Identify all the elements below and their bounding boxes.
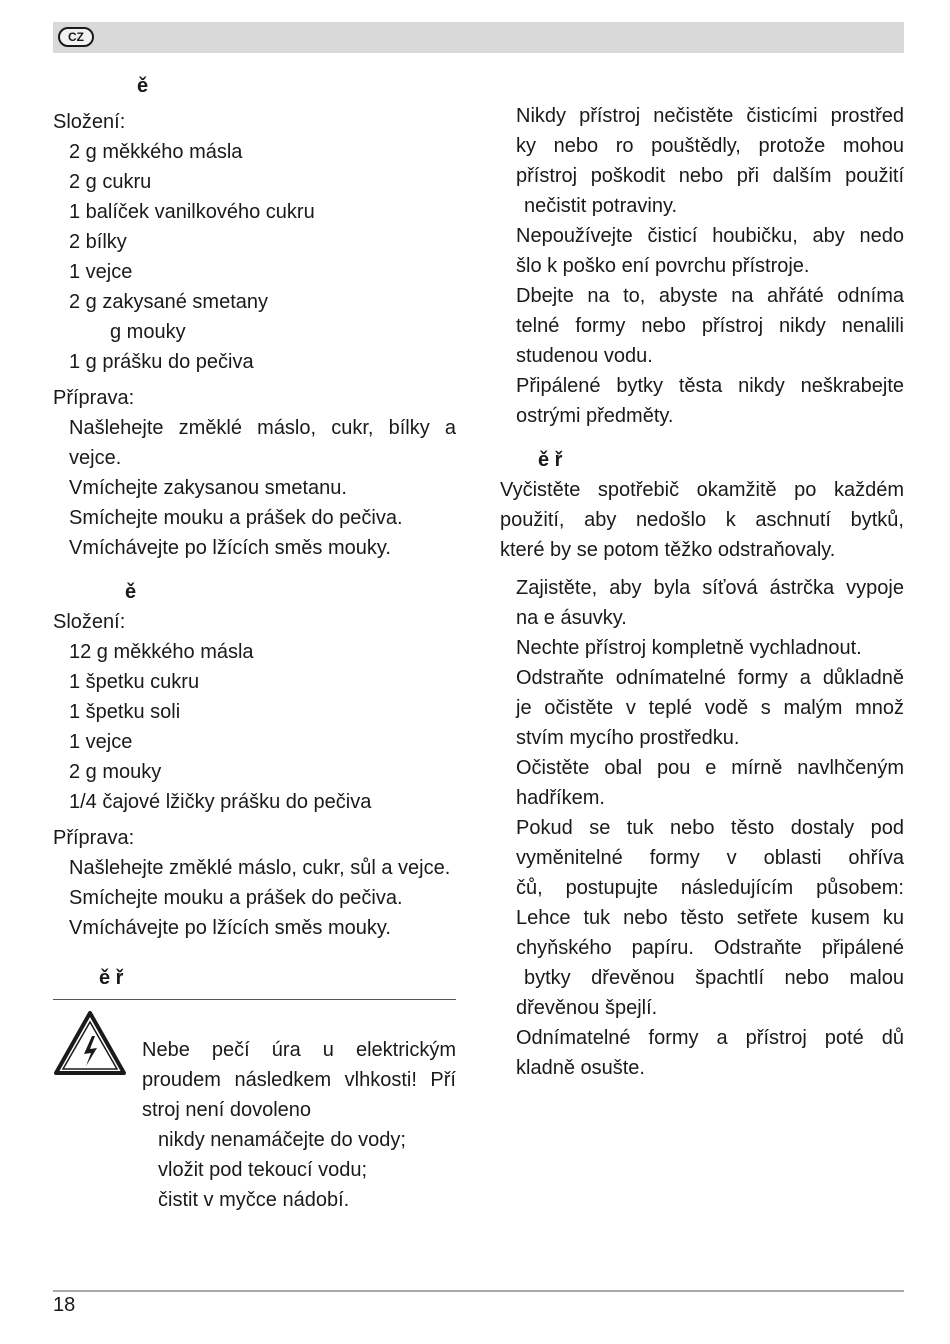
ingredient-item: g mouky bbox=[110, 321, 186, 343]
prep-step: Smíchejte mouku a prášek do pečiva. bbox=[69, 887, 403, 909]
paragraph-line: šlo k poško ení povrchu přístroje. bbox=[516, 255, 810, 277]
recipe2-prep-label: Příprava: bbox=[53, 827, 135, 849]
step-line: Nechte přístroj kompletně vychladnout. bbox=[516, 637, 862, 659]
step-line: chyňského papíru. Odstraňte připálené bbox=[516, 937, 904, 959]
ingredient-item: 1 vejce bbox=[69, 261, 133, 283]
paragraph-line: Dbejte na to, abyste na ahřáté odníma bbox=[516, 285, 904, 307]
caution-paragraph bbox=[500, 281, 904, 371]
prep-step: Našlehejte změklé máslo, cukr, bílky a bbox=[69, 417, 456, 439]
step-line: Odstraňte odnímatelné formy a důkladně bbox=[516, 667, 904, 689]
recipe1-title: ě bbox=[137, 75, 149, 97]
page-number: 18 bbox=[53, 1294, 76, 1316]
electric-shock-warning-icon bbox=[53, 1010, 127, 1076]
ingredient-item: 1 g prášku do pečiva bbox=[69, 351, 254, 373]
paragraph-line: ostrými předměty. bbox=[516, 405, 674, 427]
paragraph-line: přístroj poškodit nebo při dalším použití bbox=[516, 165, 904, 187]
paragraph-line: Připálené bytky těsta nikdy neškrabejte bbox=[516, 375, 904, 397]
warning-line: stroj není dovoleno bbox=[142, 1099, 312, 1121]
caution-paragraph bbox=[500, 221, 904, 281]
ingredient-item: 2 g měkkého másla bbox=[69, 141, 243, 163]
ingredient-item: 2 g zakysané smetany bbox=[69, 291, 268, 313]
right-column bbox=[500, 101, 904, 1083]
step-line: vyměnitelné formy v oblasti ohříva bbox=[516, 847, 904, 869]
warning-item: čistit v myčce nádobí. bbox=[158, 1189, 350, 1211]
ingredient-item: 1 balíček vanilkového cukru bbox=[69, 201, 315, 223]
paragraph-line: Nikdy přístroj nečistěte čisticími prostřed bbox=[516, 105, 904, 127]
ingredient-item: 2 g cukru bbox=[69, 171, 152, 193]
warning-block bbox=[53, 1010, 456, 1220]
left-column bbox=[53, 71, 456, 1220]
ingredient-item: 2 g mouky bbox=[69, 761, 162, 783]
warning-line: proudem následkem vlhkosti! Pří bbox=[142, 1069, 456, 1091]
ingredient-item: 1/4 čajové lžičky prášku do pečiva bbox=[69, 791, 372, 813]
prep-step: Vmíchávejte po lžících směs mouky. bbox=[69, 537, 391, 559]
prep-step: Vmíchávejte po lžících směs mouky. bbox=[69, 917, 391, 939]
step-line: stvím mycího prostředku. bbox=[516, 727, 740, 749]
prep-step: Našlehejte změklé máslo, cukr, sůl a vejce. bbox=[69, 857, 451, 879]
paragraph-line: studenou vodu. bbox=[516, 345, 653, 367]
prep-step: Smíchejte mouku a prášek do pečiva. bbox=[69, 507, 403, 529]
ingredient-item: 12 g měkkého másla bbox=[69, 641, 254, 663]
step-line: hadříkem. bbox=[516, 787, 605, 809]
recipe1-ingredients-label: Složení: bbox=[53, 111, 126, 133]
language-badge: CZ bbox=[58, 27, 94, 47]
step-line: Očistěte obal pou e mírně navlhčeným bbox=[516, 757, 904, 779]
warning-item: nikdy nenamáčejte do vody; bbox=[158, 1129, 406, 1151]
caution-paragraph bbox=[500, 371, 904, 431]
header-bar bbox=[53, 22, 904, 53]
paragraph-line: nečistit potraviny. bbox=[524, 195, 678, 217]
cleaning-steps bbox=[500, 573, 904, 1083]
paragraph-line: Vyčistěte spotřebič okamžitě po každém bbox=[500, 479, 904, 501]
paragraph-line: které by se potom těžko odstraňovaly. bbox=[500, 539, 836, 561]
warning-line: Nebe pečí úra u elektrickým bbox=[142, 1039, 456, 1061]
step-line: dřevěnou špejlí. bbox=[516, 997, 658, 1019]
footer-divider bbox=[53, 1290, 904, 1292]
paragraph-line: ky nebo ro pouštědly, protože mohou bbox=[516, 135, 904, 157]
section-title: ě ř bbox=[99, 967, 124, 989]
ingredient-item: 1 špetku cukru bbox=[69, 671, 200, 693]
prep-step: Vmíchejte zakysanou smetanu. bbox=[69, 477, 347, 499]
paragraph-line: telné formy nebo přístroj nikdy nenalili bbox=[516, 315, 904, 337]
step-line: na e ásuvky. bbox=[516, 607, 627, 629]
cleaning-title: ě ř bbox=[538, 449, 563, 471]
recipe2-title: ě bbox=[125, 581, 137, 603]
step-line: Odnímatelné formy a přístroj poté dů bbox=[516, 1027, 904, 1049]
caution-paragraph bbox=[500, 101, 904, 221]
ingredient-item: 1 vejce bbox=[69, 731, 133, 753]
step-line: Zajistěte, aby byla síťová ástrčka vypoje bbox=[516, 577, 904, 599]
recipe2-ingredients-label: Složení: bbox=[53, 611, 126, 633]
paragraph-line: použití, aby nedošlo k aschnutí bytků, bbox=[500, 509, 904, 531]
step-line: je očistěte v teplé vodě s malým množ bbox=[516, 697, 904, 719]
step-line: čů, postupujte následujícím působem: bbox=[516, 877, 904, 899]
step-line: kladně osušte. bbox=[516, 1057, 645, 1079]
ingredient-item: 1 špetku soli bbox=[69, 701, 181, 723]
section-divider bbox=[53, 999, 456, 1000]
prep-step-continued: vejce. bbox=[69, 447, 122, 469]
warning-item: vložit pod tekoucí vodu; bbox=[158, 1159, 368, 1181]
warning-text bbox=[142, 1035, 456, 1215]
cleaning-intro bbox=[500, 475, 904, 565]
step-line: Pokud se tuk nebo těsto dostaly pod bbox=[516, 817, 904, 839]
recipe1-prep-label: Příprava: bbox=[53, 387, 135, 409]
step-line: bytky dřevěnou špachtlí nebo malou bbox=[524, 967, 904, 989]
paragraph-line: Nepoužívejte čisticí houbičku, aby nedo bbox=[516, 225, 904, 247]
ingredient-item: 2 bílky bbox=[69, 231, 127, 253]
step-line: Lehce tuk nebo těsto setřete kusem ku bbox=[516, 907, 904, 929]
